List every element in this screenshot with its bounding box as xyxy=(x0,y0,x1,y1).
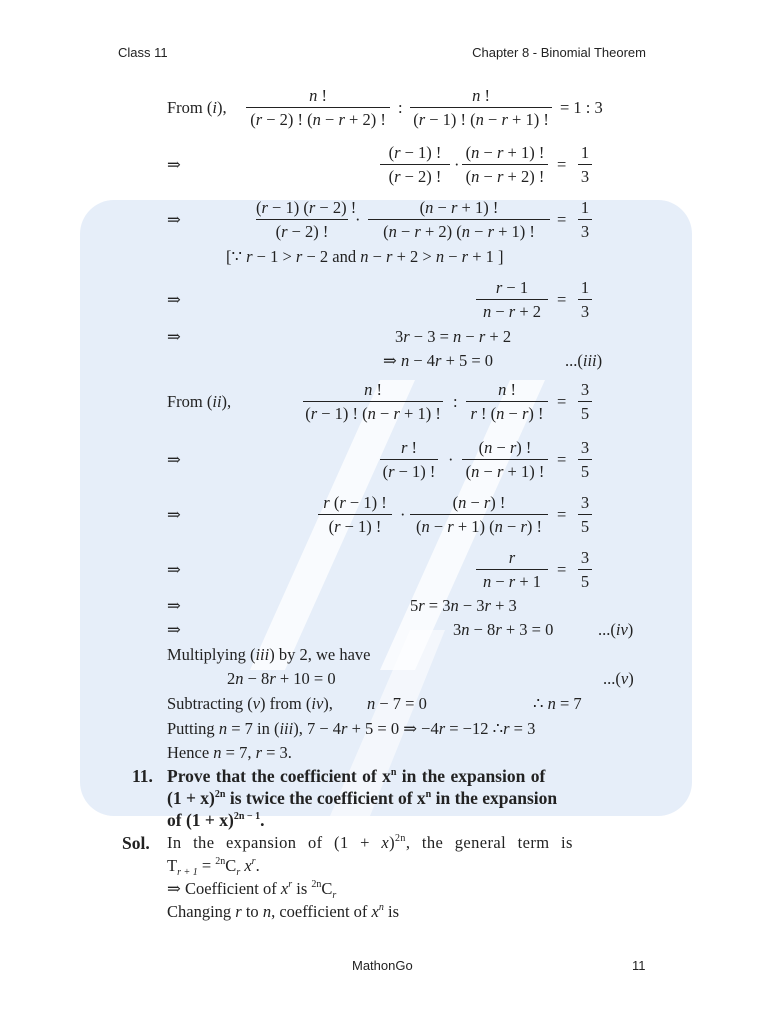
numerator: 1 xyxy=(578,278,592,300)
row8-fraction-1 xyxy=(303,380,443,423)
text: In the expansion of (1 + x) xyxy=(167,833,395,852)
numerator: r xyxy=(476,548,548,570)
equals: = xyxy=(557,450,567,469)
row5-fraction xyxy=(476,278,548,321)
dot: · xyxy=(400,505,406,524)
page-number: 11 xyxy=(632,958,646,973)
numerator: (n − r) ! xyxy=(462,438,548,460)
row9-fraction-2 xyxy=(462,438,548,481)
solution-line-3 xyxy=(167,879,336,899)
denominator: 5 xyxy=(580,572,590,591)
row8-fraction-2 xyxy=(466,380,548,423)
equals: = xyxy=(557,155,567,174)
denominator: (r − 2) ! xyxy=(388,167,442,186)
text: is twice the coefficient of x xyxy=(225,788,426,808)
row9-rhs xyxy=(578,438,592,481)
subtracting-text: Subtracting (v) from (iv), xyxy=(167,694,333,713)
text: (1 + x) xyxy=(167,788,215,808)
numerator: (n − r) ! xyxy=(410,493,548,515)
hence-text: Hence n = 7, r = 3. xyxy=(167,743,292,762)
row3-fraction-1 xyxy=(256,198,357,241)
denominator: r ! (n − r) ! xyxy=(470,404,544,423)
implies-arrow: ⇒ xyxy=(167,290,181,309)
implies-arrow: ⇒ xyxy=(167,210,181,229)
denominator: 5 xyxy=(580,404,590,423)
denominator: (n − r + 1) (n − r) ! xyxy=(415,517,542,536)
row1-rhs: = 1 : 3 xyxy=(560,98,603,117)
equation-tag-iii: ...(iii) xyxy=(565,351,603,370)
superscript: 2n xyxy=(395,833,406,844)
row1-lead: From (i), xyxy=(167,98,227,117)
denominator: 3 xyxy=(580,167,590,186)
dot: · xyxy=(448,450,454,469)
denominator: 5 xyxy=(580,462,590,481)
question-line-1 xyxy=(167,766,545,786)
denominator: (r − 2) ! (n − r + 2) ! xyxy=(250,110,386,129)
row8-rhs xyxy=(578,380,592,423)
superscript: 2n xyxy=(311,879,322,890)
text: C xyxy=(321,879,333,898)
text: in the expansion of xyxy=(396,766,546,786)
row3-fraction-2 xyxy=(368,198,550,241)
row6-equation: 3r − 3 = n − r + 2 xyxy=(395,327,512,346)
numerator: 1 xyxy=(578,198,592,220)
row2-fraction-1 xyxy=(380,143,450,186)
text: . xyxy=(255,856,260,875)
row9-fraction-1 xyxy=(380,438,438,481)
numerator: r ! xyxy=(380,438,438,460)
row3-rhs xyxy=(578,198,592,241)
footer-brand: MathonGo xyxy=(352,958,413,973)
numerator: (n − r + 1) ! xyxy=(368,198,550,220)
solution-line-4 xyxy=(167,902,399,922)
numerator: (n − r + 1) ! xyxy=(462,143,548,165)
reason-note: [∵ r − 1 > r − 2 and n − r + 2 > n − r + 1 ] xyxy=(226,247,504,266)
question-line-3 xyxy=(167,810,264,830)
question-line-2 xyxy=(167,788,557,808)
denominator: 5 xyxy=(580,517,590,536)
superscript: 2n − 1 xyxy=(233,811,261,822)
superscript: n xyxy=(390,767,397,778)
row2-rhs xyxy=(578,143,592,186)
dot: · xyxy=(454,155,460,174)
subscript: r + 1 xyxy=(177,867,198,878)
solution-line-1 xyxy=(167,833,573,853)
solution-label: Sol. xyxy=(122,833,150,853)
ratio-sign: : xyxy=(398,98,403,117)
numerator: 3 xyxy=(578,493,592,515)
putting-text: Putting n = 7 in (iii), 7 − 4r + 5 = 0 ⇒ −4r = −12 ∴r = 3 xyxy=(167,719,536,738)
numerator: 3 xyxy=(578,438,592,460)
text: in the expansion xyxy=(431,788,558,808)
text: . xyxy=(260,810,265,830)
row13-equation: 3n − 8r + 3 = 0 xyxy=(453,620,554,639)
ratio-sign: : xyxy=(453,392,458,411)
implies-arrow: ⇒ xyxy=(167,327,181,346)
denominator: n − r + 2 xyxy=(482,302,542,321)
denominator: (r − 1) ! (n − r + 1) ! xyxy=(413,110,549,129)
text: ⇒ Coefficient of x xyxy=(167,879,289,898)
implies-arrow: ⇒ xyxy=(167,596,181,615)
superscript: n xyxy=(425,789,432,800)
equals: = xyxy=(557,560,567,579)
text: = xyxy=(197,856,216,875)
superscript: r xyxy=(288,879,293,890)
row15-equation: 2n − 8r + 10 = 0 xyxy=(227,669,336,688)
question-number: 11. xyxy=(132,766,153,786)
row16-equation: n − 7 = 0 xyxy=(367,694,427,713)
numerator: n ! xyxy=(466,380,548,402)
superscript: 2n xyxy=(214,789,226,800)
row11-fraction xyxy=(476,548,548,591)
row2-fraction-2 xyxy=(462,143,548,186)
multiplying-text: Multiplying (iii) by 2, we have xyxy=(167,645,371,664)
row5-rhs xyxy=(578,278,592,321)
numerator: n ! xyxy=(410,86,552,108)
denominator: 3 xyxy=(580,222,590,241)
numerator: 3 xyxy=(578,380,592,402)
subscript: r xyxy=(332,890,337,901)
denominator: (r − 1) ! xyxy=(328,517,382,536)
text: T xyxy=(167,856,178,875)
numerator: r (r − 1) ! xyxy=(318,493,392,515)
equals: = xyxy=(557,505,567,524)
text: C xyxy=(225,856,237,875)
equals: = xyxy=(557,210,567,229)
denominator: 3 xyxy=(580,302,590,321)
subscript: r xyxy=(236,867,241,878)
solution-line-2 xyxy=(167,856,260,876)
denominator: n − r + 1 xyxy=(482,572,542,591)
row7-equation: ⇒ n − 4r + 5 = 0 xyxy=(383,351,494,370)
implies-arrow: ⇒ xyxy=(167,505,181,524)
numerator: (r − 1) ! xyxy=(380,143,450,165)
row8-lead: From (ii), xyxy=(167,392,232,411)
denominator: (n − r + 2) ! xyxy=(465,167,545,186)
row10-fraction-2 xyxy=(410,493,548,536)
text: Changing r to n, coefficient of x xyxy=(167,902,379,921)
header-chapter: Chapter 8 - Binomial Theorem xyxy=(472,45,646,60)
equals: = xyxy=(557,290,567,309)
numerator: (r − 1) (r − 2) ! xyxy=(256,198,348,220)
row10-fraction-1 xyxy=(318,493,392,536)
denominator: (r − 1) ! xyxy=(382,462,436,481)
row16-result: ∴ n = 7 xyxy=(533,694,582,713)
text: of (1 + x) xyxy=(167,810,234,830)
text: is xyxy=(292,879,312,898)
text: is xyxy=(383,902,400,921)
implies-arrow: ⇒ xyxy=(167,620,181,639)
implies-arrow: ⇒ xyxy=(167,560,181,579)
row1-fraction-1 xyxy=(246,86,390,129)
row10-rhs xyxy=(578,493,592,536)
equation-tag-iv: ...(iv) xyxy=(598,620,634,639)
superscript: n xyxy=(378,902,384,913)
implies-arrow: ⇒ xyxy=(167,155,181,174)
numerator: n ! xyxy=(246,86,390,108)
dot: · xyxy=(355,210,361,229)
row11-rhs xyxy=(578,548,592,591)
header-class: Class 11 xyxy=(118,45,168,60)
numerator: 1 xyxy=(578,143,592,165)
row1-fraction-2 xyxy=(410,86,552,129)
equation-tag-v: ...(v) xyxy=(603,669,634,688)
denominator: (n − r + 2) (n − r + 1) ! xyxy=(383,222,535,241)
superscript: r xyxy=(251,856,256,867)
denominator: (n − r + 1) ! xyxy=(465,462,545,481)
equals: = xyxy=(557,392,567,411)
numerator: n ! xyxy=(303,380,443,402)
implies-arrow: ⇒ xyxy=(167,450,181,469)
numerator: 3 xyxy=(578,548,592,570)
row12-equation: 5r = 3n − 3r + 3 xyxy=(410,596,517,615)
numerator: r − 1 xyxy=(476,278,548,300)
text: Prove that the coefficient of x xyxy=(167,766,391,786)
superscript: 2n xyxy=(215,856,226,867)
text: , the general term is xyxy=(405,833,573,852)
denominator: (r − 2) ! xyxy=(275,222,329,241)
denominator: (r − 1) ! (n − r + 1) ! xyxy=(305,404,441,423)
text: x xyxy=(244,856,252,875)
